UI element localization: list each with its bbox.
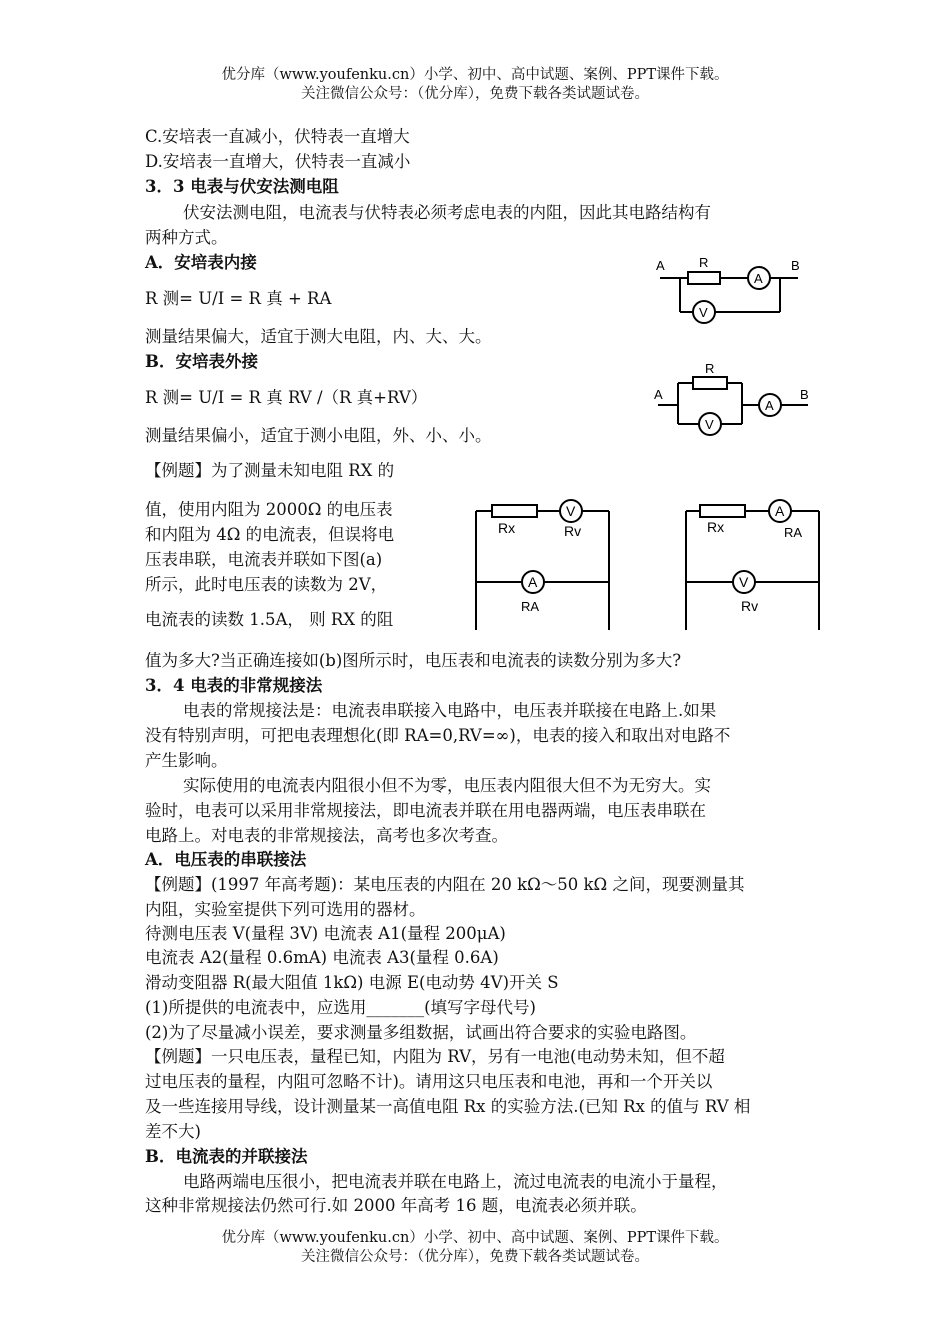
example3-line1: 【例题】一只电压表，量程已知，内阻为 RV，另有一电池(电动势未知，但不超 xyxy=(145,1047,725,1066)
circuit-figure-a xyxy=(470,495,615,630)
s33-a-title: A．安培表内接 xyxy=(145,253,257,272)
d4-label-rv: Rv xyxy=(741,598,759,614)
circuit-ammeter-external xyxy=(650,358,815,440)
option-d: D.安培表一直增大，伏特表一直减小 xyxy=(145,152,411,171)
footer-line-2: 关注微信公众号：（优分库），免费下载各类试题试卷。 xyxy=(301,1249,649,1265)
s34-p2-line1: 实际使用的电流表内阻很小但不为零，电压表内阻很大但不为无穷大。实 xyxy=(183,776,711,795)
example3-line3: 及一些连接用导线，设计测量某一高值电阻 Rx 的实验方法.(已知 Rx 的值与 RV 相 xyxy=(145,1097,751,1116)
s34-b-title: B．电流表的并联接法 xyxy=(145,1147,308,1166)
d2-label-a: A xyxy=(654,387,663,402)
d4-label-rx: Rx xyxy=(707,519,725,535)
example2-line1: 【例题】(1997 年高考题)：某电压表的内阻在 20 kΩ～50 kΩ 之间，现要测量其 xyxy=(145,875,745,894)
s34-p1-line3: 产生影响。 xyxy=(145,751,228,770)
s34-p2-line2: 验时，电表可以采用非常规接法，即电流表并联在用电器两端，电压表串联在 xyxy=(145,801,706,820)
header-line-1: 优分库（www.youfenku.cn）小学、初中、高中试题、案例、PPT课件下载。 xyxy=(221,67,729,83)
example1-line6: 电流表的读数 1.5A， 则 RX 的阻 xyxy=(145,610,394,629)
d1-label-a: A xyxy=(656,258,665,273)
d1-label-r: R xyxy=(699,255,709,270)
d4-voltmeter-letter: V xyxy=(739,574,749,590)
s33-intro-line2: 两种方式。 xyxy=(145,228,228,247)
d4-label-ra: RA xyxy=(784,525,803,540)
example2-line3: 待测电压表 V(量程 3V) 电流表 A1(量程 200μA) xyxy=(145,924,506,943)
s34-p1-line1: 电表的常规接法是：电流表串联接入电路中，电压表并联接在电路上.如果 xyxy=(183,701,717,720)
d1-ammeter-letter: A xyxy=(754,271,763,286)
s33-b-result: 测量结果偏小，适宜于测小电阻，外、小、小。 xyxy=(145,426,492,445)
d2-label-r: R xyxy=(705,361,715,376)
d1-label-b: B xyxy=(791,258,800,273)
s34-p3-line1: 电路两端电压很小，把电流表并联在电路上，流过电流表的电流小于量程， xyxy=(183,1172,728,1191)
d2-voltmeter-letter: V xyxy=(705,417,714,432)
s33-b-formula: R 测= U/I = R 真 RV /（R 真+RV） xyxy=(145,388,428,407)
example2-line4: 电流表 A2(量程 0.6mA) 电流表 A3(量程 0.6A) xyxy=(145,948,499,967)
circuit-figure-b xyxy=(680,495,825,630)
example1-line4: 压表串联，电流表并联如下图(a) xyxy=(145,550,383,569)
s34-p2-line3: 电路上。对电表的非常规接法，高考也多次考查。 xyxy=(145,826,508,845)
s33-b-title: B．安培表外接 xyxy=(145,352,258,371)
header-line-2: 关注微信公众号：（优分库），免费下载各类试题试卷。 xyxy=(301,86,649,102)
option-c: C.安培表一直减小，伏特表一直增大 xyxy=(145,127,410,146)
footer-line-1: 优分库（www.youfenku.cn）小学、初中、高中试题、案例、PPT课件下载。 xyxy=(221,1230,729,1246)
s33-intro-line1: 伏安法测电阻，电流表与伏特表必须考虑电表的内阻，因此其电路结构有 xyxy=(183,203,711,222)
s34-a-title: A．电压表的串联接法 xyxy=(145,850,307,869)
example1-line7: 值为多大?当正确连接如(b)图所示时，电压表和电流表的读数分别为多大? xyxy=(145,651,682,670)
d3-label-rv: Rv xyxy=(564,523,582,539)
example1-line5: 所示，此时电压表的读数为 2V， xyxy=(145,575,388,594)
example2-question1: (1)所提供的电流表中，应选用_______(填写字母代号) xyxy=(145,998,536,1017)
d3-label-rx: Rx xyxy=(498,520,516,536)
example1-line1: 【例题】为了测量未知电阻 RX 的 xyxy=(145,461,395,480)
d2-ammeter-letter: A xyxy=(765,398,774,413)
d4-ammeter-letter: A xyxy=(775,503,785,519)
s34-p3-line2: 这种非常规接法仍然可行.如 2000 年高考 16 题，电流表必须并联。 xyxy=(145,1196,647,1215)
example3-line2: 过电压表的量程，内阻可忽略不计)。请用这只电压表和电池，再和一个开关以 xyxy=(145,1072,713,1091)
example2-line2: 内阻，实验室提供下列可选用的器材。 xyxy=(145,900,426,919)
s33-a-formula: R 测= U/I = R 真 + RA xyxy=(145,289,332,308)
example3-line4: 差不大) xyxy=(145,1122,201,1141)
example2-line5: 滑动变阻器 R(最大阻值 1kΩ) 电源 E(电动势 4V)开关 S xyxy=(145,973,559,992)
s33-a-result: 测量结果偏大，适宜于测大电阻，内、大、大。 xyxy=(145,327,492,346)
s34-p1-line2: 没有特别声明，可把电表理想化(即 RA=0,RV=∞)，电表的接入和取出对电路不 xyxy=(145,726,731,745)
example1-line2: 值，使用内阻为 2000Ω 的电压表 xyxy=(145,500,393,519)
d3-ammeter-letter: A xyxy=(528,574,538,590)
circuit-ammeter-internal xyxy=(650,250,810,330)
d3-label-ra: RA xyxy=(521,599,540,614)
example1-line3: 和内阻为 4Ω 的电流表，但误将电 xyxy=(145,525,395,544)
section-3-4-title: 3．4 电表的非常规接法 xyxy=(145,676,323,695)
d3-voltmeter-letter: V xyxy=(566,503,576,519)
d2-label-b: B xyxy=(800,387,809,402)
example2-question2: (2)为了尽量减小误差，要求测量多组数据，试画出符合要求的实验电路图。 xyxy=(145,1023,697,1042)
section-3-3-title: 3．3 电表与伏安法测电阻 xyxy=(145,177,339,196)
d1-voltmeter-letter: V xyxy=(699,305,708,320)
